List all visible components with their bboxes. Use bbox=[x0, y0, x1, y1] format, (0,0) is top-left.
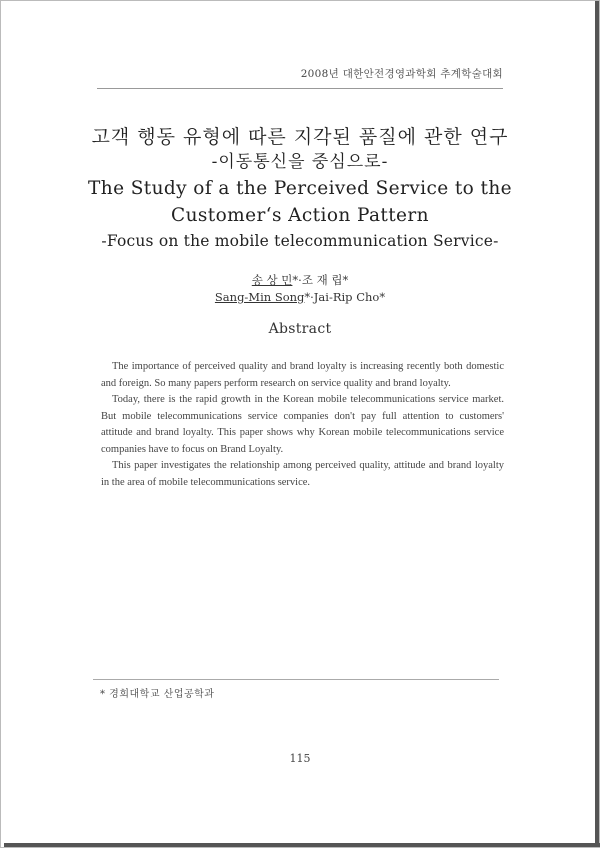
korean-subtitle: -이동통신을 중심으로- bbox=[211, 152, 389, 172]
header-rule bbox=[97, 88, 503, 89]
author-korean-rest: *·조 재 립* bbox=[292, 273, 349, 287]
footnote-rule bbox=[93, 679, 499, 680]
footnote: * 경희대학교 산업공학과 bbox=[100, 689, 215, 700]
abstract-heading: Abstract bbox=[268, 321, 332, 337]
abstract-paragraph: The importance of perceived quality and brand loyalty is increasing recently both domestic and foreign. So many papers perform research on service quality and brand loyalty. bbox=[101, 361, 504, 389]
running-header: 2008년 대한안전경영과학회 추계학술대회 bbox=[300, 68, 503, 80]
english-title-line1: The Study of a the Perceived Service to the bbox=[88, 178, 512, 199]
abstract-paragraph: This paper investigates the relationship among perceived quality, attitude and brand loyalty in the area of mobile telecommunications service. bbox=[101, 460, 504, 488]
abstract-body bbox=[101, 359, 504, 491]
authors-korean bbox=[1, 272, 599, 289]
abstract-paragraph: Today, there is the rapid growth in the Korean mobile telecommunications service market. But mobile telecommunications service companies don't pay full attention to customers' attitude and brand loyalty. This paper shows why Korean mobile telecommunications service companies have to focus on Brand Loyalty. bbox=[101, 394, 504, 455]
page-shadow-bottom bbox=[4, 843, 600, 847]
english-subtitle: -Focus on the mobile telecommunication Service- bbox=[101, 232, 499, 250]
author-english-rest: *·Jai-Rip Cho* bbox=[304, 290, 386, 304]
author-korean-name: 송 상 민 bbox=[251, 273, 293, 287]
authors-english bbox=[1, 289, 599, 306]
author-english-name: Sang-Min Song bbox=[214, 290, 305, 304]
page-number: 115 bbox=[289, 752, 311, 765]
page-shadow-right bbox=[595, 1, 599, 847]
english-title-line2: Customer‘s Action Pattern bbox=[171, 205, 429, 226]
korean-title: 고객 행동 유형에 따른 지각된 품질에 관한 연구 bbox=[91, 126, 509, 148]
title-block bbox=[61, 125, 539, 254]
authors bbox=[1, 272, 599, 306]
